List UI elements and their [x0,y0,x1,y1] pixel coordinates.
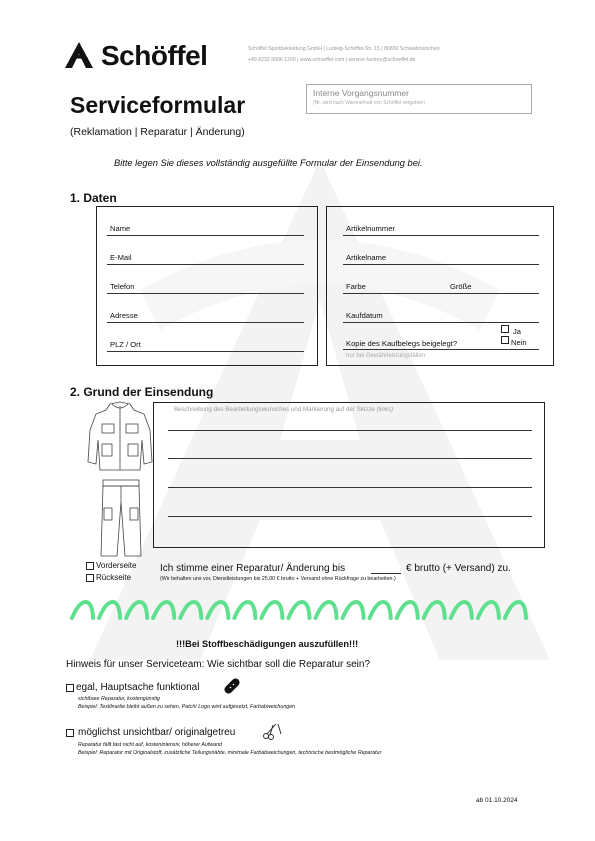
description-box[interactable] [153,402,545,548]
field-label-article-name: Artikelname [346,253,387,262]
brand-name: Schöffel [101,40,208,71]
field-label-purchase-date: Kaufdatum [346,311,383,320]
front-side-label: Vorderseite [96,561,137,570]
zip-city-field[interactable] [107,351,304,352]
receipt-question-line [343,349,539,350]
green-zigzag-segment [207,602,228,618]
address-line-1: Schöffel Sportbekleidung GmbH | Ludwig-Schöffel-Str. 15 | 86830 Schwabmünchen [248,46,440,52]
internal-id-note: (Nr. wird nach Warenerhalt von Schöffel vergeben) [313,100,425,106]
personal-data-box [96,206,318,366]
green-zigzag-segment [72,602,93,618]
green-zigzag-segment [397,602,418,618]
description-hint: Beschreibung des Bearbeitungswunsches und Markierung auf der Skizze (links) [174,406,394,413]
phone-field[interactable] [107,293,304,294]
option-invisible-sub-1: Reparatur fällt fast nicht auf, kostenintensiv, höherer Aufwand [78,742,222,748]
section-2-heading: 2. Grund der Einsendung [70,385,214,399]
field-label-phone: Telefon [110,282,135,291]
receipt-yes-label: Ja [513,327,522,336]
option-invisible-label: möglichst unsichtbar/ originalgetreu [78,727,236,738]
description-line-1[interactable] [168,430,532,431]
green-zigzag-segment [505,602,526,618]
field-label-receipt-question: Kopie des Kaufbelegs beigelegt? [346,339,458,348]
green-zigzag-segment [153,602,174,618]
email-field[interactable] [107,264,304,265]
field-label-address: Adresse [110,311,138,320]
patch-icon [222,676,242,696]
green-zigzag-segment [261,602,282,618]
visibility-question: Hinweis für unser Serviceteam: Wie sichtbar soll die Reparatur sein? [66,659,371,670]
green-decoration-icon [68,598,528,622]
page-title: Serviceformular [70,92,246,118]
green-zigzag-segment [180,602,201,618]
description-line-4[interactable] [168,516,532,517]
address-line-2: +49 8232 5006 1200 | www.schoeffel.com | service-factory@schoeffel.de [248,57,416,63]
page-subtitle: (Reklamation | Reparatur | Änderung) [70,126,245,138]
field-label-email: E-Mail [110,253,132,262]
green-zigzag-segment [451,602,472,618]
field-label-color: Farbe [346,282,366,291]
fabric-warning: !!!Bei Stoffbeschädigungen auszufüllen!!! [176,639,359,649]
agree-text-post: € brutto (+ Versand) zu. [406,563,511,574]
option-invisible-checkbox[interactable] [66,729,74,737]
green-zigzag-segment [316,602,337,618]
description-line-2[interactable] [168,458,532,459]
article-data-box [326,206,554,366]
field-label-zip-city: PLZ / Ort [110,340,141,349]
agree-text-pre: Ich stimme einer Reparatur/ Änderung bis [160,563,346,574]
green-zigzag-segment [343,602,364,618]
green-zigzag-segment [370,602,391,618]
receipt-note: nur bei Gewährleistungsfällen [346,353,426,359]
article-number-field[interactable] [343,235,539,236]
option-functional-checkbox[interactable] [66,684,74,692]
name-field[interactable] [107,235,304,236]
green-zigzag-segment [424,602,445,618]
article-name-field[interactable] [343,264,539,265]
intro-text: Bitte legen Sie dieses vollständig ausgefüllte Formular der Einsendung bei. [114,158,423,168]
receipt-no-label: Nein [511,338,527,347]
description-line-3[interactable] [168,487,532,488]
green-zigzag-segment [478,602,499,618]
option-functional-sub-2: Beispiel: Textilnarbe bleibt außen zu sehen, Patch/ Logo wird aufgesetzt, Farbabweichungen [78,704,296,710]
green-zigzag-segment [99,602,120,618]
field-label-size: Größe [450,282,472,291]
field-label-name: Name [110,224,131,233]
front-side-checkbox[interactable] [86,562,94,570]
color-size-field[interactable] [343,293,539,294]
receipt-no-checkbox[interactable] [501,336,509,344]
receipt-yes-checkbox[interactable] [501,325,509,333]
option-invisible-sub-2: Beispiel: Reparatur mit Originalstoff, zusätzliche Teilungsnähte, minimale Farbabweichungen, technische bestmögliche Reparatur [78,750,382,756]
schoeffel-logo-icon [64,40,94,70]
option-functional-sub-1: sichtbare Reparatur, kostengünstig [78,696,160,702]
internal-id-label: Interne Vorgangsnummer [313,88,409,98]
green-zigzag-segment [288,602,309,618]
option-functional-label: egal, Hauptsache funktional [76,682,200,693]
green-zigzag-segment [126,602,147,618]
address-field[interactable] [107,322,304,323]
field-label-article-number: Artikelnummer [346,224,395,233]
purchase-date-field[interactable] [343,322,539,323]
agree-note: (Wir behalten uns vor, Dienstleistungen bis 25.00 € brutto + Versand ohne Rückfrage zu bearbeiten.) [160,576,396,582]
scissors-needle-icon [262,722,282,740]
green-zigzag-segment [234,602,255,618]
back-side-checkbox[interactable] [86,574,94,582]
jacket-sketch-icon [84,400,156,472]
valid-from-date: ab 01.10.2024 [476,797,518,804]
internal-id-field[interactable] [306,84,532,114]
amount-field[interactable] [371,573,401,574]
section-1-heading: 1. Daten [70,191,117,205]
pants-sketch-icon [97,478,145,558]
back-side-label: Rückseite [96,573,132,582]
